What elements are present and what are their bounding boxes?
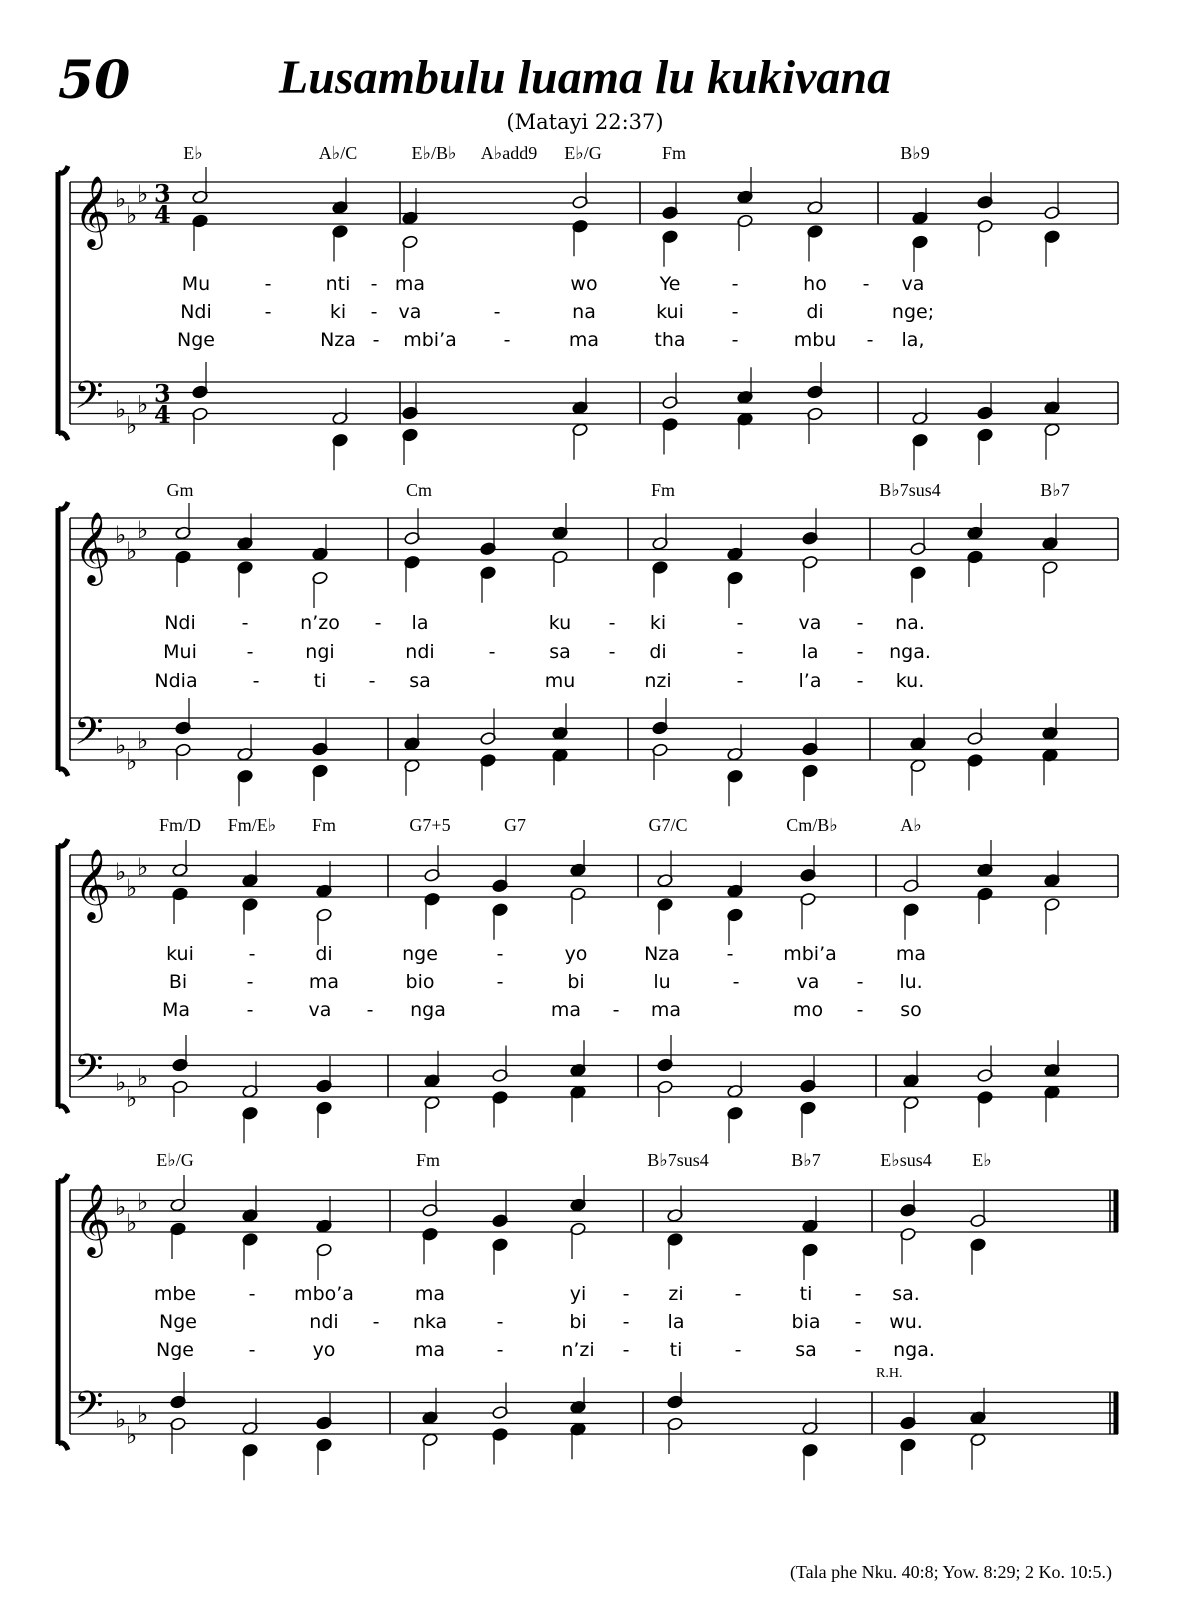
flat-sign: ♭ xyxy=(126,200,138,229)
chord: A♭add9 xyxy=(480,143,538,163)
chord: Fm xyxy=(415,1150,441,1170)
flat-sign: ♭ xyxy=(137,515,149,544)
lyric: ma xyxy=(308,971,340,993)
chord: E♭/B♭ xyxy=(411,143,457,163)
hyphen: - xyxy=(496,943,504,965)
hyphen: - xyxy=(608,612,616,634)
hyphen: - xyxy=(493,301,501,323)
lyric: va xyxy=(796,971,820,993)
hyphen: - xyxy=(372,329,380,351)
lyric: ki xyxy=(329,301,347,323)
hyphen: - xyxy=(503,329,511,351)
chord: B♭9 xyxy=(900,143,930,163)
chord: Fm/E♭ xyxy=(227,815,277,835)
lyric: di xyxy=(806,301,824,323)
hyphen: - xyxy=(246,641,254,663)
lyric: n’zo xyxy=(300,612,340,634)
hyphen: - xyxy=(856,670,864,692)
lyric: bio xyxy=(405,971,435,993)
right-hand-marking: R.H. xyxy=(876,1366,903,1381)
hyphen: - xyxy=(248,1283,256,1305)
system-bracket xyxy=(58,839,68,1113)
lyric: mbi’a xyxy=(783,943,837,965)
lyric: Nge xyxy=(159,1311,197,1333)
chord: Fm xyxy=(650,480,676,500)
hyphen: - xyxy=(736,641,744,663)
footer-references: (Tala phe Nku. 40:8; Yow. 8:29; 2 Ko. 10:5.) xyxy=(789,1562,1112,1582)
lyric: la xyxy=(667,1311,685,1333)
flat-sign: ♭ xyxy=(115,1405,127,1434)
flat-sign: ♭ xyxy=(115,1193,127,1221)
flat-sign: ♭ xyxy=(115,521,127,549)
lyric: na xyxy=(572,301,596,323)
lyric: bia xyxy=(791,1311,821,1333)
flat-sign: ♭ xyxy=(137,726,149,755)
lyric: nga. xyxy=(893,1339,935,1361)
chord: B♭7 xyxy=(1040,480,1070,500)
lyric: n’zi xyxy=(561,1339,595,1361)
flat-sign: ♭ xyxy=(115,1068,127,1097)
flat-sign: ♭ xyxy=(137,1063,149,1092)
lyric: mbe xyxy=(153,1283,197,1305)
hyphen: - xyxy=(734,1283,742,1305)
scripture-reference: (Matayi 22:37) xyxy=(506,110,664,134)
lyric: l’a xyxy=(798,670,822,692)
lyric: sa. xyxy=(892,1283,920,1305)
bass-clef: 𝄢 xyxy=(74,372,104,427)
hyphen: - xyxy=(248,1339,256,1361)
hyphen: - xyxy=(622,1339,630,1361)
hyphen: - xyxy=(366,999,374,1021)
lyric: ma xyxy=(568,329,600,351)
lyric: yo xyxy=(564,943,588,965)
flat-sign: ♭ xyxy=(115,185,127,213)
hyphen: - xyxy=(368,670,376,692)
hyphen: - xyxy=(622,1311,630,1333)
staves xyxy=(58,166,1118,1480)
lyric: kui xyxy=(166,943,194,965)
lyric: di xyxy=(315,943,333,965)
lyric: nti xyxy=(325,273,351,295)
flat-sign: ♭ xyxy=(126,411,138,440)
bass-clef: 𝄢 xyxy=(74,1382,104,1437)
lyric: ma xyxy=(414,1283,446,1305)
lyric: Mu xyxy=(181,273,211,295)
flat-sign: ♭ xyxy=(126,873,138,902)
chord: G7+5 xyxy=(409,815,451,835)
chord: E♭/G xyxy=(564,143,602,163)
flat-sign: ♭ xyxy=(137,852,149,881)
chord: G7/C xyxy=(648,815,688,835)
hyphen: - xyxy=(856,971,864,993)
hyphen: - xyxy=(372,1311,380,1333)
hyphen: - xyxy=(612,999,620,1021)
time-signature-top: 3 xyxy=(154,379,171,408)
lyric: Nge xyxy=(177,329,215,351)
hyphen: - xyxy=(246,999,254,1021)
lyric: ngi xyxy=(305,641,335,663)
chord: Gm xyxy=(166,480,194,500)
hyphen: - xyxy=(856,612,864,634)
lyric: sa xyxy=(795,1339,817,1361)
lyric: Bi xyxy=(168,971,188,993)
system-bracket xyxy=(58,502,68,776)
chord: Fm/D xyxy=(158,815,202,835)
lyric: lu. xyxy=(899,971,923,993)
flat-sign: ♭ xyxy=(137,1400,149,1429)
treble-clef: 𝄞 xyxy=(74,510,111,583)
hyphen: - xyxy=(731,301,739,323)
lyric: yi xyxy=(569,1283,587,1305)
lyric: Nza xyxy=(644,943,680,965)
lyric: di xyxy=(649,641,667,663)
chord: E♭/G xyxy=(156,1150,194,1170)
lyric: la xyxy=(801,641,819,663)
chord: Fm xyxy=(311,815,337,835)
hyphen: - xyxy=(370,301,378,323)
lyric: nka xyxy=(412,1311,448,1333)
lyric: ma xyxy=(414,1339,446,1361)
bass-clef: 𝄢 xyxy=(74,1045,104,1100)
hyphen: - xyxy=(246,971,254,993)
hyphen: - xyxy=(488,641,496,663)
flat-sign: ♭ xyxy=(115,858,127,886)
chord: G7 xyxy=(504,815,526,835)
system-bracket xyxy=(58,166,68,440)
hyphen: - xyxy=(731,329,739,351)
hyphen: - xyxy=(370,273,378,295)
hyphen: - xyxy=(856,641,864,663)
lyric: nge xyxy=(402,943,438,965)
flat-sign: ♭ xyxy=(115,731,127,760)
hymn-title: Lusambulu luama lu kukivana xyxy=(278,51,892,104)
hymn-number: 50 xyxy=(58,50,131,111)
hyphen: - xyxy=(732,971,740,993)
treble-clef: 𝄞 xyxy=(74,847,111,920)
hyphen: - xyxy=(854,1283,862,1305)
chord: A♭/C xyxy=(318,143,358,163)
chord: Fm xyxy=(661,143,687,163)
hyphen: - xyxy=(862,273,870,295)
lyric: ma xyxy=(895,943,927,965)
lyric: ma xyxy=(394,273,426,295)
chord: B♭7 xyxy=(791,1150,821,1170)
lyric: mbi’a xyxy=(403,329,457,351)
hyphen: - xyxy=(496,1339,504,1361)
chord: Cm xyxy=(405,480,433,500)
lyric: sa xyxy=(549,641,571,663)
lyric: bi xyxy=(569,1311,587,1333)
hyphen: - xyxy=(608,641,616,663)
hyphen: - xyxy=(264,273,272,295)
flat-sign: ♭ xyxy=(126,1421,138,1450)
chord: B♭7sus4 xyxy=(647,1150,709,1170)
lyric: Nge xyxy=(156,1339,194,1361)
chord: E♭ xyxy=(183,143,203,163)
hyphen: - xyxy=(374,612,382,634)
hyphen: - xyxy=(854,1311,862,1333)
lyric: va xyxy=(308,999,332,1021)
hyphen: - xyxy=(622,1283,630,1305)
chord: B♭7sus4 xyxy=(879,480,941,500)
lyric: Ye xyxy=(659,273,681,295)
flat-sign: ♭ xyxy=(137,179,149,208)
flat-sign: ♭ xyxy=(137,390,149,419)
chord: E♭sus4 xyxy=(880,1150,932,1170)
lyric: va xyxy=(901,273,925,295)
lyric: la, xyxy=(901,329,925,351)
lyric: ti xyxy=(313,670,327,692)
lyric: Nza xyxy=(320,329,356,351)
hyphen: - xyxy=(241,612,249,634)
hyphen: - xyxy=(736,670,744,692)
lyric: Ndi xyxy=(180,301,212,323)
lyric: yo xyxy=(312,1339,336,1361)
hyphen: - xyxy=(726,943,734,965)
lyric: ndi xyxy=(405,641,435,663)
treble-clef: 𝄞 xyxy=(74,1182,111,1255)
flat-sign: ♭ xyxy=(126,1084,138,1113)
lyric: mbu xyxy=(793,329,837,351)
lyric: tha xyxy=(654,329,686,351)
lyric: Mui xyxy=(163,641,197,663)
lyric: ku. xyxy=(895,670,925,692)
lyric: bi xyxy=(567,971,585,993)
treble-clef: 𝄞 xyxy=(74,174,111,247)
lyric: ki xyxy=(649,612,667,634)
hyphen: - xyxy=(736,612,744,634)
lyric: wu. xyxy=(889,1311,923,1333)
hyphen: - xyxy=(248,943,256,965)
lyric: mo xyxy=(792,999,824,1021)
flat-sign: ♭ xyxy=(126,747,138,776)
lyric: kui xyxy=(656,301,684,323)
lyric: ma xyxy=(550,999,582,1021)
lyric: ku xyxy=(548,612,572,634)
flat-sign: ♭ xyxy=(115,395,127,424)
lyric: ti xyxy=(799,1283,813,1305)
lyric: zi xyxy=(668,1283,684,1305)
chord: E♭ xyxy=(972,1150,992,1170)
lyric: mbo’a xyxy=(294,1283,354,1305)
lyric: ndi xyxy=(309,1311,339,1333)
bass-clef: 𝄢 xyxy=(74,708,104,763)
lyric: va xyxy=(798,612,822,634)
hyphen: - xyxy=(866,329,874,351)
lyric: sa xyxy=(409,670,431,692)
lyric: Ndia xyxy=(154,670,198,692)
lyric: wo xyxy=(570,273,598,295)
flat-sign: ♭ xyxy=(126,1208,138,1237)
hyphen: - xyxy=(856,999,864,1021)
hyphen: - xyxy=(264,301,272,323)
lyric: va xyxy=(398,301,422,323)
hyphen: - xyxy=(252,670,260,692)
lyric: so xyxy=(900,999,922,1021)
lyric: ti xyxy=(669,1339,683,1361)
time-signature-bottom: 4 xyxy=(154,400,171,429)
lyric: na. xyxy=(895,612,925,634)
time-signature-bottom: 4 xyxy=(154,200,171,229)
lyric: nga xyxy=(410,999,446,1021)
lyric: nga. xyxy=(889,641,931,663)
lyric: mu xyxy=(544,670,576,692)
hyphen: - xyxy=(854,1339,862,1361)
system-bracket xyxy=(58,1174,68,1450)
hyphen: - xyxy=(496,1311,504,1333)
hyphen: - xyxy=(734,1339,742,1361)
lyric: Ma xyxy=(161,999,191,1021)
hyphen: - xyxy=(496,971,504,993)
lyric: nge; xyxy=(891,301,935,323)
lyric: lu xyxy=(653,971,671,993)
hyphen: - xyxy=(731,273,739,295)
chord: Cm/B♭ xyxy=(786,815,838,835)
flat-sign: ♭ xyxy=(126,536,138,565)
chord: A♭ xyxy=(900,815,922,835)
lyric: nzi xyxy=(644,670,672,692)
lyric: Ndi xyxy=(164,612,196,634)
time-signature-top: 3 xyxy=(154,179,171,208)
flat-sign: ♭ xyxy=(137,1187,149,1216)
lyric: ho xyxy=(803,273,827,295)
lyric: la xyxy=(411,612,429,634)
lyric: ma xyxy=(650,999,682,1021)
